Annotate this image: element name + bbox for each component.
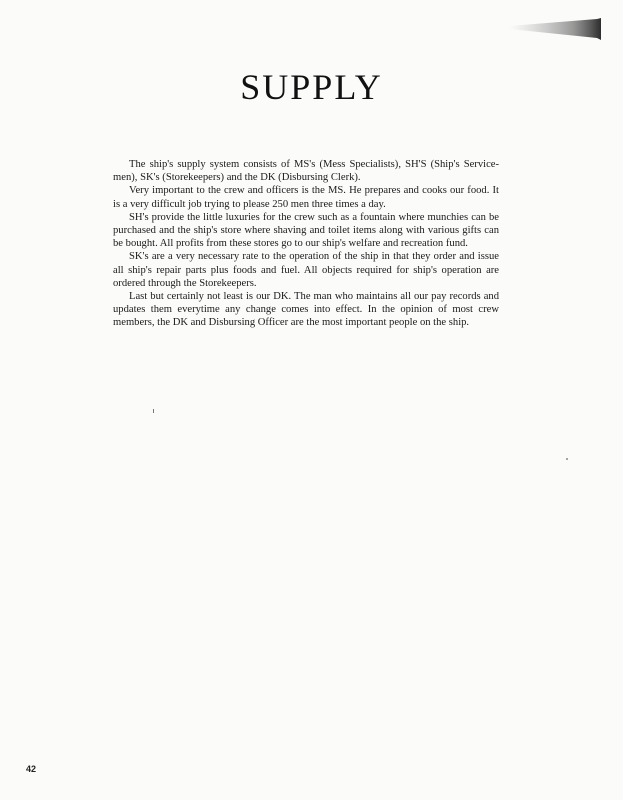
- paragraph: The ship's supply system consists of MS's (Mess Specialists), SH'S (Ship's Service-men), SK's (Storekeepers) and the DK (Disbursing Clerk).: [113, 159, 499, 184]
- paragraph: Very important to the crew and officers is the MS. He prepares and cooks our food. It is a very difficult job trying to please 250 men three times a day.: [113, 185, 499, 210]
- page-title: SUPPLY: [240, 67, 383, 107]
- scan-speck: [566, 458, 568, 460]
- article-body: [113, 158, 499, 330]
- paragraph: Last but certainly not least is our DK. The man who maintains all our pay records and updates them everytime any change comes into effect. In the opinion of most crew members, the DK and Disbursing Officer are the most important people on the ship.: [113, 291, 499, 329]
- scan-speck: [153, 409, 154, 413]
- scan-shadow-mark: [509, 16, 609, 42]
- paragraph: SK's are a very necessary rate to the operation of the ship in that they order and issue all ship's repair parts plus foods and fuel. All objects required for ship's operation are ordered through the Storekeepers.: [113, 251, 499, 289]
- page-number: 42: [26, 764, 37, 774]
- paragraph: SH's provide the little luxuries for the crew such as a fountain where munchies can be purchased and the ship's store where shaving and toilet items along with various gifts can be bought. All profits from these stores go to our ship's welfare and recreation fund.: [113, 211, 499, 250]
